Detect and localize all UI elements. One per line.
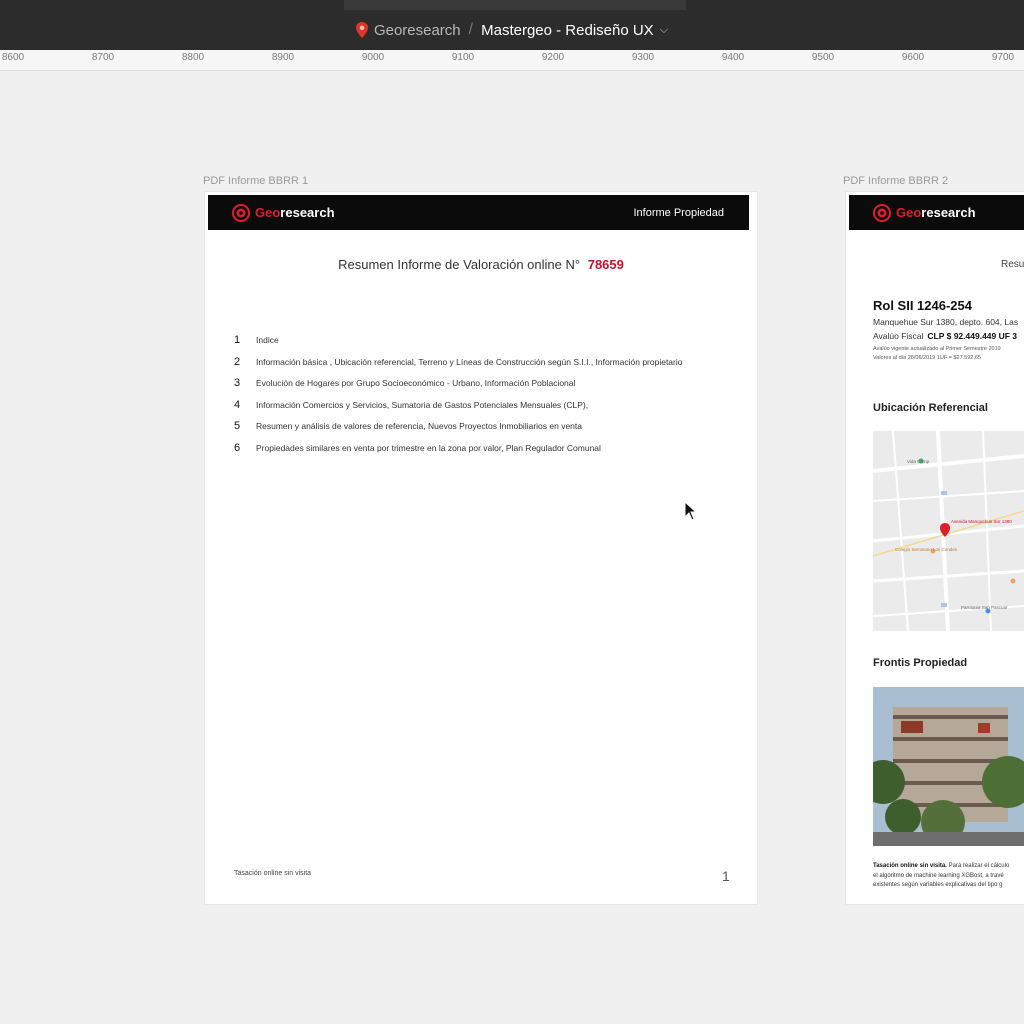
ruler-tick: 8600 (1, 52, 25, 63)
project-name[interactable]: Georesearch (373, 21, 461, 39)
logo-mark-icon (232, 204, 250, 222)
ruler-tick: 9700 (991, 52, 1015, 63)
map-label: Vida Camp (907, 459, 930, 464)
brand-research: research (921, 205, 976, 220)
app-topbar (0, 0, 1024, 50)
brand-research: research (280, 205, 335, 220)
toc-number: 2 (234, 355, 241, 368)
toc-number: 1 (234, 334, 241, 346)
table-of-contents (234, 334, 734, 464)
pdf-page-1[interactable] (205, 192, 757, 904)
design-canvas[interactable] (0, 71, 1024, 1024)
caption-bold: Tasación online sin visita. (873, 863, 947, 869)
toc-number: 4 (234, 398, 241, 411)
georesearch-logo (873, 204, 976, 222)
ruler-tick: 9500 (811, 52, 835, 63)
toc-number: 3 (234, 377, 241, 390)
toc-number: 5 (234, 420, 241, 433)
document-header (208, 195, 749, 230)
rol-title: Rol SII 1246-254 (873, 298, 972, 313)
section-title-ubicacion: Ubicación Referencial (873, 402, 988, 414)
photo-caption (873, 862, 1024, 891)
brand-geo: Geo (255, 205, 281, 220)
caption-line-3: existentes según variables explicativas del tipo g (873, 882, 1003, 888)
summary-title: Resu (1001, 259, 1024, 270)
page-footer-text: Tasación online sin visita (234, 870, 312, 877)
frame-label[interactable]: PDF Informe BBRR 1 (203, 175, 309, 187)
location-pin-icon (356, 22, 368, 38)
map-label: Colegio Seminario Los Condes (895, 547, 958, 552)
document-header (849, 195, 1024, 230)
toc-item (234, 442, 734, 464)
toc-text: Información básica , Ubicación referencial, Terreno y Líneas de Construcción según S.I.I., Información propietario (256, 356, 683, 367)
toc-text: Evolución de Hogares por Grupo Socioeconómico - Urbano, Información Poblacional (256, 378, 576, 389)
chevron-down-icon[interactable]: ⌵ (659, 23, 669, 36)
page-number: 1 (722, 868, 730, 884)
ruler-tick: 9400 (721, 52, 745, 63)
property-photo (873, 687, 1024, 846)
logo-mark-icon (873, 204, 891, 222)
pdf-page-2[interactable] (846, 192, 1024, 904)
avaluo-value: CLP $ 92.449.449 UF 3 (927, 331, 1018, 341)
toc-number: 6 (234, 441, 241, 454)
property-address: Manquehue Sur 1380, depto. 604, Las (873, 317, 1019, 327)
toc-item (234, 334, 734, 356)
map-label: Parroquia San Pascual (961, 605, 1008, 610)
ruler-tick: 8700 (91, 52, 115, 63)
active-tab-strip (344, 0, 686, 10)
ruler-tick: 8800 (181, 52, 205, 63)
caption-text: Para realizar el cálculo (946, 863, 1010, 869)
georesearch-logo (232, 204, 335, 222)
toc-item (234, 377, 734, 399)
toc-item (234, 420, 734, 442)
map-label: Avenida Manquehue Sur 1380 (951, 519, 1012, 524)
ruler-tick: 8900 (271, 52, 295, 63)
breadcrumb (0, 19, 1024, 41)
toc-text: Información Comercios y Servicios, Sumatoria de Gastos Potenciales Mensuales (CLP), (256, 399, 589, 410)
frame-label[interactable]: PDF Informe BBRR 2 (843, 175, 949, 187)
summary-title (205, 257, 757, 272)
header-title: Informe Propiedad (633, 206, 724, 219)
section-title-frontis: Frontis Propiedad (873, 657, 968, 669)
ruler-tick: 9600 (901, 52, 925, 63)
toc-text: Indice (256, 335, 279, 345)
horizontal-ruler (0, 50, 1024, 71)
ruler-tick: 9300 (631, 52, 655, 63)
ruler-tick: 9100 (451, 52, 475, 63)
avaluo-note: Avalúo vigente actualizado al Primer Semestre 2019 (873, 346, 1001, 352)
avaluo-label: Avalúo Fiscal (873, 331, 924, 341)
summary-title-text: Resumen Informe de Valoración online N° (338, 257, 581, 272)
map-graphic (873, 431, 1024, 631)
toc-text: Resumen y análisis de valores de referencia, Nuevos Proyectos Inmobiliarios en venta (256, 421, 582, 432)
toc-item (234, 399, 734, 421)
file-name[interactable]: Mastergeo - Rediseño UX (481, 21, 654, 39)
avaluo-fiscal (873, 331, 1017, 341)
uf-note: Valores al día 28/06/2019 1UF = $27.592,65 (873, 355, 981, 361)
breadcrumb-separator: / (468, 21, 474, 38)
location-map (873, 431, 1024, 631)
caption-line-2: el algoritmo de machine learning XGBost, a travé (873, 872, 1004, 879)
mouse-cursor-icon (684, 501, 698, 521)
ruler-tick: 9200 (541, 52, 565, 63)
toc-item (234, 356, 734, 378)
report-number: 78659 (587, 257, 624, 272)
building-photo (873, 687, 1024, 846)
ruler-tick: 9000 (361, 52, 385, 63)
toc-text: Propiedades similares en venta por trimestre en la zona por valor, Plan Regulador Comunal (256, 442, 601, 453)
brand-geo: Geo (896, 205, 922, 220)
